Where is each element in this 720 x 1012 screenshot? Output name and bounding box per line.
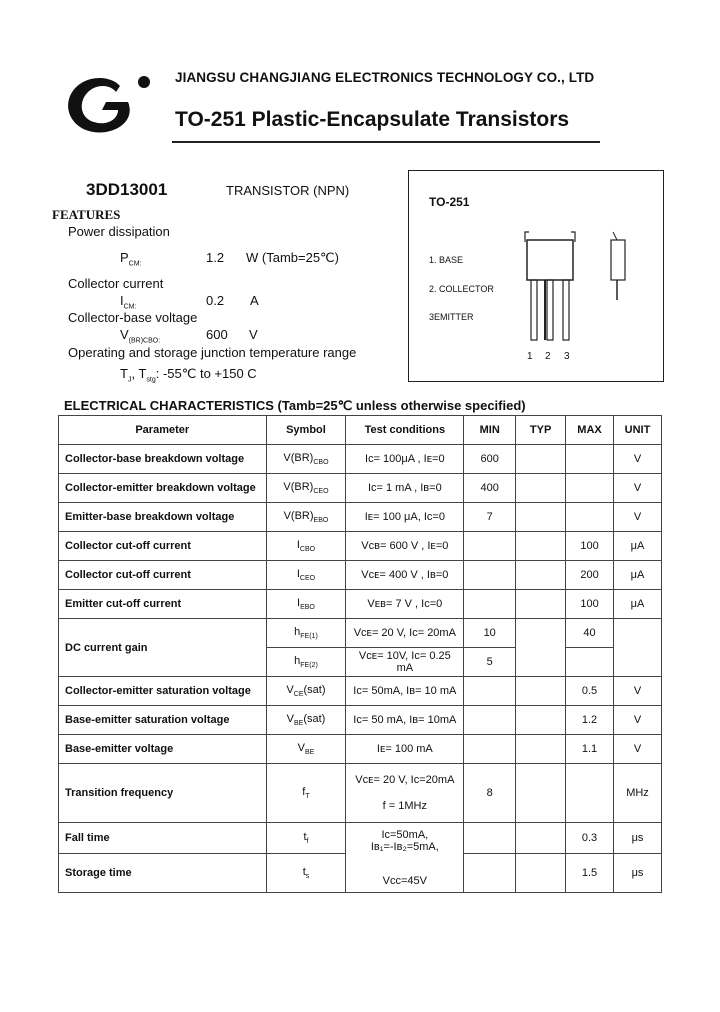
- typ-cell: [516, 823, 566, 854]
- min-cell: [464, 854, 516, 893]
- condition-line-2: Iʙ₁=-Iʙ₂=5mA,: [370, 840, 439, 853]
- typ-cell: [516, 619, 566, 677]
- symbol-cell: $I_{CEO}$: [266, 561, 346, 590]
- unit-cell: μA: [614, 532, 662, 561]
- table-row: [59, 503, 662, 532]
- header-min: MIN: [464, 416, 516, 445]
- table-row: [59, 764, 662, 823]
- header-max: MAX: [566, 416, 614, 445]
- param-cell: Transition frequency: [59, 764, 267, 823]
- unit-cell: V: [614, 445, 662, 474]
- icm-symbol: $I_{CM:}$: [120, 293, 137, 311]
- min-cell: [464, 735, 516, 764]
- symbol-cell: $f_T$: [266, 764, 346, 823]
- table-header-row: [59, 416, 662, 445]
- vbr-unit: V: [249, 327, 258, 342]
- collector-current-label: Collector current: [68, 276, 164, 291]
- unit-cell: V: [614, 706, 662, 735]
- min-cell: [464, 677, 516, 706]
- typ-cell: [516, 764, 566, 823]
- pcm-symbol: $P_{CM:}$: [120, 250, 142, 268]
- condition-cell: Iᴄ= 50mA, Iʙ= 10 mA: [346, 677, 464, 706]
- cb-voltage-label: Collector-base voltage: [68, 310, 198, 325]
- param-cell: Emitter cut-off current: [59, 590, 267, 619]
- unit-cell: MHz: [614, 764, 662, 823]
- max-cell: [566, 764, 614, 823]
- max-cell: 1.2: [566, 706, 614, 735]
- symbol-cell: $V_{BE}$: [266, 735, 346, 764]
- header-test-conditions: Test conditions: [346, 416, 464, 445]
- max-cell: [566, 503, 614, 532]
- max-cell: [566, 474, 614, 503]
- condition-cell: Iᴇ= 100 mA: [346, 735, 464, 764]
- table-row: [59, 677, 662, 706]
- pin3-label: 3EMITTER: [429, 312, 474, 322]
- condition-cell: Iᴄ= 50 mA, Iʙ= 10mA: [346, 706, 464, 735]
- max-cell: 1.1: [566, 735, 614, 764]
- condition-cell: Iᴄ= 1 mA , Iʙ=0: [346, 474, 464, 503]
- condition-cell: Vᴄᴇ= 400 V , Iʙ=0: [346, 561, 464, 590]
- symbol-cell: $V(BR)_{CBO}$: [266, 445, 346, 474]
- param-cell: Base-emitter voltage: [59, 735, 267, 764]
- symbol-cell: $t_s$: [266, 854, 346, 893]
- condition-cell: Vᴄʙ= 600 V , Iᴇ=0: [346, 532, 464, 561]
- table-row: [59, 590, 662, 619]
- symbol-cell: $h_{FE(2)}$: [266, 648, 346, 677]
- unit-cell: V: [614, 474, 662, 503]
- param-cell: Collector-emitter saturation voltage: [59, 677, 267, 706]
- typ-cell: [516, 590, 566, 619]
- typ-cell: [516, 561, 566, 590]
- unit-cell: μs: [614, 854, 662, 893]
- unit-cell: V: [614, 735, 662, 764]
- symbol-cell: $V_{CE}(sat)$: [266, 677, 346, 706]
- typ-cell: [516, 854, 566, 893]
- condition-line-3: Vᴄᴄ=45V: [382, 874, 427, 887]
- table-row: [59, 823, 662, 854]
- condition-cell: Iᴄ= 100μA , Iᴇ=0: [346, 445, 464, 474]
- table-row: [59, 619, 662, 648]
- condition-cell: Iᴇ= 100 μA, Iᴄ=0: [346, 503, 464, 532]
- pin1-label: 1. BASE: [429, 255, 464, 265]
- unit-cell: V: [614, 677, 662, 706]
- table-row: [59, 735, 662, 764]
- header-typ: TYP: [516, 416, 566, 445]
- max-cell: 200: [566, 561, 614, 590]
- min-cell: [464, 532, 516, 561]
- typ-cell: [516, 532, 566, 561]
- condition-cell: Vᴄᴇ= 10V, Iᴄ= 0.25 mA: [346, 648, 464, 677]
- typ-cell: [516, 503, 566, 532]
- condition-line-1: Vᴄᴇ= 20 V, Iᴄ=20mA: [355, 774, 455, 786]
- unit-cell: μA: [614, 590, 662, 619]
- max-cell: [566, 648, 614, 677]
- header-parameter: Parameter: [59, 416, 267, 445]
- part-number: 3DD13001: [86, 180, 168, 199]
- max-cell: 0.5: [566, 677, 614, 706]
- symbol-cell: $t_f$: [266, 823, 346, 854]
- typ-cell: [516, 677, 566, 706]
- icm-unit: A: [250, 293, 259, 308]
- typ-cell: [516, 735, 566, 764]
- condition-line-1: Iᴄ=50mA,: [381, 828, 429, 841]
- param-cell: Emitter-base breakdown voltage: [59, 503, 267, 532]
- param-cell: Collector cut-off current: [59, 561, 267, 590]
- param-cell: DC current gain: [59, 619, 267, 677]
- symbol-cell: $V_{BE}(sat)$: [266, 706, 346, 735]
- min-cell: [464, 561, 516, 590]
- param-cell: Storage time: [59, 854, 267, 893]
- pcm-value: 1.2: [206, 250, 225, 265]
- unit-cell: [614, 619, 662, 677]
- symbol-cell: $V(BR)_{EBO}$: [266, 503, 346, 532]
- pin-number-3: 3: [564, 351, 570, 362]
- max-cell: 0.3: [566, 823, 614, 854]
- min-cell: [464, 706, 516, 735]
- max-cell: 1.5: [566, 854, 614, 893]
- max-cell: 100: [566, 532, 614, 561]
- package-diagram: [408, 170, 664, 382]
- features-heading: FEATURES: [52, 207, 121, 222]
- min-cell: 5: [464, 648, 516, 677]
- company-name: JIANGSU CHANGJIANG ELECTRONICS TECHNOLOGY CO., LTD: [175, 70, 595, 85]
- min-cell: 400: [464, 474, 516, 503]
- icm-value: 0.2: [206, 293, 225, 308]
- min-cell: 7: [464, 503, 516, 532]
- condition-line-2: f = 1MHz: [382, 800, 427, 812]
- symbol-cell: $I_{CBO}$: [266, 532, 346, 561]
- header-symbol: Symbol: [266, 416, 346, 445]
- temp-label: Operating and storage junction temperature range: [68, 345, 357, 360]
- param-cell: Collector cut-off current: [59, 532, 267, 561]
- pin-number-2: 2: [545, 351, 551, 362]
- table-row: [59, 532, 662, 561]
- max-cell: 100: [566, 590, 614, 619]
- vbr-symbol: $V_{(BR)CBO:}$: [120, 327, 161, 345]
- typ-cell: [516, 445, 566, 474]
- param-cell: Collector-base breakdown voltage: [59, 445, 267, 474]
- max-cell: 40: [566, 619, 614, 648]
- document-title: TO-251 Plastic-Encapsulate Transistors: [175, 108, 570, 131]
- typ-cell: [516, 706, 566, 735]
- symbol-cell: $h_{FE(1)}$: [266, 619, 346, 648]
- pin2-label: 2. COLLECTOR: [429, 284, 494, 294]
- symbol-cell: $I_{EBO}$: [266, 590, 346, 619]
- company-logo: [62, 72, 154, 140]
- table-row: [59, 706, 662, 735]
- header-unit: UNIT: [614, 416, 662, 445]
- package-name: TO-251: [429, 195, 470, 209]
- condition-cell: [346, 764, 464, 823]
- unit-cell: μA: [614, 561, 662, 590]
- min-cell: [464, 590, 516, 619]
- pcm-unit: W (Tamb=25℃): [246, 250, 339, 265]
- param-cell: Fall time: [59, 823, 267, 854]
- min-cell: [464, 823, 516, 854]
- part-type: TRANSISTOR (NPN): [226, 183, 350, 198]
- typ-cell: [516, 474, 566, 503]
- max-cell: [566, 445, 614, 474]
- min-cell: 10: [464, 619, 516, 648]
- electrical-characteristics-table: [58, 415, 662, 893]
- table-row: [59, 474, 662, 503]
- condition-cell: Vᴇʙ= 7 V , Iᴄ=0: [346, 590, 464, 619]
- min-cell: 600: [464, 445, 516, 474]
- vbr-value: 600: [206, 327, 228, 342]
- power-label: Power dissipation: [68, 224, 170, 239]
- ec-title: ELECTRICAL CHARACTERISTICS (Tamb=25℃ unless otherwise specified): [64, 398, 526, 413]
- param-cell: Base-emitter saturation voltage: [59, 706, 267, 735]
- param-cell: Collector-emitter breakdown voltage: [59, 474, 267, 503]
- symbol-cell: $V(BR)_{CEO}$: [266, 474, 346, 503]
- unit-cell: V: [614, 503, 662, 532]
- condition-cell: Vᴄᴇ= 20 V, Iᴄ= 20mA: [346, 619, 464, 648]
- condition-cell: [346, 823, 464, 893]
- pin-number-1: 1: [527, 351, 533, 362]
- unit-cell: μs: [614, 823, 662, 854]
- table-row: [59, 445, 662, 474]
- title-rule: [172, 141, 600, 143]
- package-outline-icon: [519, 226, 639, 346]
- table-row: [59, 561, 662, 590]
- min-cell: 8: [464, 764, 516, 823]
- temp-range: $T_J$, $T_{stg}$: -55℃ to +150 C: [120, 366, 257, 384]
